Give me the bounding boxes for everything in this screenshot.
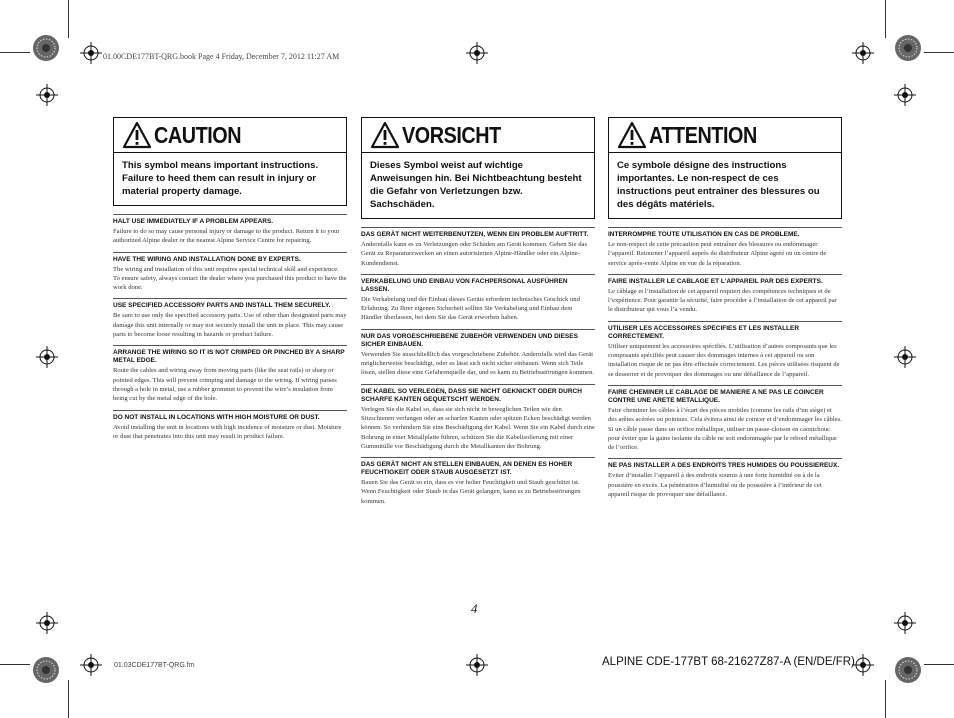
crop-mark bbox=[0, 664, 30, 665]
warning-section bbox=[608, 389, 842, 452]
section-body: The wiring and installation of this unit requires special technical skill and experience. To ensure safety, always contact the dealer where you purchased this product to have the work done. bbox=[113, 265, 347, 292]
starburst-mark-icon bbox=[894, 34, 922, 62]
registration-mark-icon bbox=[36, 84, 58, 106]
section-body: Failure to do so may cause personal injury or damage to the product. Return it to your authorized Alpine dealer or the nearest Alpine Service Centre for repairing. bbox=[113, 228, 340, 245]
section-heading: NUR DAS VORGESCHRIEBENE ZUBEHÖR VERWENDEN UND DIESES SICHER EINBAUEN. bbox=[361, 332, 578, 348]
section-heading: ARRANGE THE WIRING SO IT IS NOT CRIMPED OR PINCHED BY A SHARP METAL EDGE. bbox=[113, 349, 345, 365]
column-intro: Dieses Symbol weist auf wichtige Anweisungen hin. Bei Nichtbeachtung besteht die Gefahr von Verletzungen bzw. Sachschäden. bbox=[361, 153, 595, 219]
warning-section bbox=[113, 414, 347, 442]
registration-mark-icon bbox=[80, 42, 102, 64]
warning-section bbox=[113, 256, 347, 293]
warning-section bbox=[608, 325, 842, 379]
warning-section bbox=[361, 278, 595, 323]
warning-triangle-icon bbox=[370, 121, 400, 149]
registration-mark-icon bbox=[852, 42, 874, 64]
attention-column bbox=[608, 117, 842, 505]
section-heading: NE PAS INSTALLER A DES ENDROITS TRES HUMIDES OU POUSSIEREUX. bbox=[608, 462, 840, 470]
caution-column bbox=[113, 117, 347, 447]
registration-mark-icon bbox=[894, 84, 916, 106]
section-body: Le non-respect de cette précaution peut entraîner des blessures ou endommager l’appareil. Retourner l’appareil auprès du distributeur Alpine agréé ou un centre de service après-vente Alpine en vue de la réparation. bbox=[608, 241, 827, 267]
section-body: Utiliser uniquement les accessoires spécifiés. L’utilisation d’autres composants que les composants spécifiés peut causer des dommages internes à cet appareil ou son installation risque de ne pas être effectuée correctement. Les pièces utilisées risquent de se desserrer et de provoquer des dommages ou une défaillance de l’appareil. bbox=[608, 342, 840, 378]
warning-section bbox=[608, 278, 842, 315]
section-heading: DO NOT INSTALL IN LOCATIONS WITH HIGH MOISTURE OR DUST. bbox=[113, 413, 320, 421]
section-heading: DAS GERÄT NICHT AN STELLEN EINBAUEN, AN DENEN ES HOHER FEUCHTIGKEIT ODER STAUB AUSGESETZT IST. bbox=[361, 461, 573, 477]
warning-section bbox=[361, 388, 595, 451]
crop-mark bbox=[68, 680, 69, 718]
section-body: Verwenden Sie ausschließlich das vorgeschriebene Zubehör. Andernfalls wird das Gerät möglicherweise beschädigt, oder es lässt sich nicht sicher einbauen. Wenn sich Teile lösen, stellen diese eine Gefahrenquelle dar, und es kann zu Betriebsstörungen kommen. bbox=[361, 350, 595, 377]
section-body: Bauen Sie das Gerät so ein, dass es vor hoher Feuchtigkeit und Staub geschützt ist. Wenn Feuchtigkeit oder Staub in das Gerät gelangen, kann es zu Betriebsstörungen kommen. bbox=[361, 479, 581, 505]
footer-filename: 01.03CDE177BT-QRG.fm bbox=[114, 662, 195, 669]
section-body: Die Verkabelung und der Einbau dieses Geräts erfordern technisches Geschick und Erfahrung. Zu Ihrer eigenen Sicherheit sollten Sie Verkabelung und Einbau dem Händler überlassen, bei dem Sie das Gerät erworben haben. bbox=[361, 295, 580, 322]
registration-mark-icon bbox=[852, 654, 874, 676]
warning-section bbox=[113, 349, 347, 403]
column-title-box bbox=[113, 117, 347, 153]
section-heading: FAIRE CHEMINER LE CABLAGE DE MANIERE A NE PAS LE COINCER CONTRE UNE ARETE METALLIQUE. bbox=[608, 388, 824, 404]
section-body: Route the cables and wiring away from moving parts (like the seat rails) or sharp or pointed edges. This will prevent crimping and damage to the wiring. If wiring passes through a hole in metal, use a rubber grommet to prevent the wire’s insulation from being cut by the metal edge of the hole. bbox=[113, 367, 337, 403]
warning-section bbox=[361, 231, 595, 268]
warning-section bbox=[113, 302, 347, 339]
warning-section bbox=[361, 333, 595, 378]
column-title-box bbox=[361, 117, 595, 153]
crop-mark bbox=[885, 0, 886, 38]
section-heading: DIE KABEL SO VERLEGEN, DASS SIE NICHT GEKNICKT ODER DURCH SCHARFE KANTEN GEQUETSCHT WERDEN. bbox=[361, 387, 582, 403]
section-heading: DAS GERÄT NICHT WEITERBENUTZEN, WENN EIN PROBLEM AUFTRITT. bbox=[361, 231, 589, 238]
column-title: CAUTION bbox=[154, 121, 242, 148]
warning-section bbox=[113, 218, 347, 246]
vorsicht-column bbox=[361, 117, 595, 512]
column-title: ATTENTION bbox=[649, 121, 757, 148]
registration-mark-icon bbox=[894, 612, 916, 634]
section-heading: INTERROMPRE TOUTE UTILISATION EN CAS DE PROBLEME. bbox=[608, 231, 800, 238]
crop-mark bbox=[0, 52, 30, 53]
warning-section bbox=[361, 461, 595, 506]
section-body: Faire cheminer les câbles à l’écart des pièces mobiles (comme les rails d’un siège) et des arêtes acérées ou pointues. Cela évitera ainsi de coincer et d’endommager les câbles. Si un câble passe dans un orifice métallique, utiliser un passe-cloison en caoutchouc pour éviter que la gaine isolante du câble ne soit endommagée par le rebord métallique de l’orifice. bbox=[608, 406, 842, 452]
registration-mark-icon bbox=[894, 346, 916, 368]
registration-mark-icon bbox=[36, 612, 58, 634]
crop-mark bbox=[885, 680, 886, 718]
section-body: Le câblage et l’installation de cet appareil requiert des compétences techniques et de l’expérience. Pour garantir la sécurité, faire procéder à l’installation de cet appareil par le distributeur qui vous l’a vendu. bbox=[608, 287, 837, 314]
column-title: VORSICHT bbox=[402, 121, 501, 148]
warning-section bbox=[608, 462, 842, 499]
crop-mark bbox=[68, 0, 69, 38]
section-body: Be sure to use only the specified accessory parts. Use of other than designated parts may damage this unit internally or may not securely install the unit in place. This may cause parts to become loose resulting in hazards or product failure. bbox=[113, 312, 347, 339]
registration-mark-icon bbox=[36, 346, 58, 368]
section-body: Verlegen Sie die Kabel so, dass sie sich nicht in beweglichen Teilen wie den Sitzschienen verfangen oder an scharfen Kanten oder spitzen Ecken beschädigt werden können. So verhindern Sie eine Beschädigung der Kabel. Wenn Sie ein Kabel durch eine Bohrung in einer Metallplatte führen, schützen Sie die Kabelisolierung mit einer Gummitülle vor Beschädigung durch die Metallkanten der Bohrung. bbox=[361, 405, 595, 450]
column-intro: This symbol means important instructions. Failure to heed them can result in injury or material property damage. bbox=[113, 153, 347, 206]
column-title-box bbox=[608, 117, 842, 153]
section-body: Eviter d’installer l’appareil à des endroits soumis à une forte humidité ou à de la poussière en excès. La pénétration d’humidité ou de poussière à l’intérieur de cet appareil risque de provoquer une défaillance. bbox=[608, 472, 822, 499]
section-heading: HAVE THE WIRING AND INSTALLATION DONE BY EXPERTS. bbox=[113, 255, 301, 263]
warning-section bbox=[608, 231, 842, 268]
page-number: 4 bbox=[471, 601, 478, 616]
registration-mark-icon bbox=[466, 654, 488, 676]
section-body: Avoid installing the unit in locations with high incidence of moisture or dust. Moisture or dust that penetrates into this unit may result in product failure. bbox=[113, 423, 342, 440]
footer-model-code: ALPINE CDE-177BT 68-21627Z87-A (EN/DE/FR) bbox=[602, 656, 855, 668]
print-header: 01.00CDE177BT-QRG.book Page 4 Friday, December 7, 2012 11:27 AM bbox=[103, 52, 340, 61]
crop-mark bbox=[924, 52, 954, 53]
section-heading: USE SPECIFIED ACCESSORY PARTS AND INSTALL THEM SECURELY. bbox=[113, 302, 331, 310]
column-intro: Ce symbole désigne des instructions importantes. Le non-respect de ces instructions peut entraîner des blessures ou des dégâts matériels. bbox=[608, 153, 842, 219]
starburst-mark-icon bbox=[32, 656, 60, 684]
warning-triangle-icon bbox=[617, 121, 647, 149]
warning-triangle-icon bbox=[122, 121, 152, 149]
section-heading: HALT USE IMMEDIATELY IF A PROBLEM APPEARS. bbox=[113, 218, 274, 225]
section-heading: UTILISER LES ACCESSOIRES SPECIFIES ET LES INSTALLER CORRECTEMENT. bbox=[608, 324, 800, 340]
crop-mark bbox=[924, 664, 954, 665]
section-body: Andernfalls kann es zu Verletzungen oder Schäden am Gerät kommen. Geben Sie das Gerät zu Reparaturzwecken an einen autorisierten Alpine-Händler oder ein Alpine-Kundendienst. bbox=[361, 241, 588, 267]
registration-mark-icon bbox=[80, 654, 102, 676]
section-heading: VERKABELUNG UND EINBAU VON FACHPERSONAL AUSFÜHREN LASSEN. bbox=[361, 277, 568, 293]
registration-mark-icon bbox=[466, 42, 488, 64]
section-heading: FAIRE INSTALLER LE CABLAGE ET L’APPAREIL PAR DES EXPERTS. bbox=[608, 277, 823, 285]
starburst-mark-icon bbox=[894, 656, 922, 684]
starburst-mark-icon bbox=[32, 34, 60, 62]
